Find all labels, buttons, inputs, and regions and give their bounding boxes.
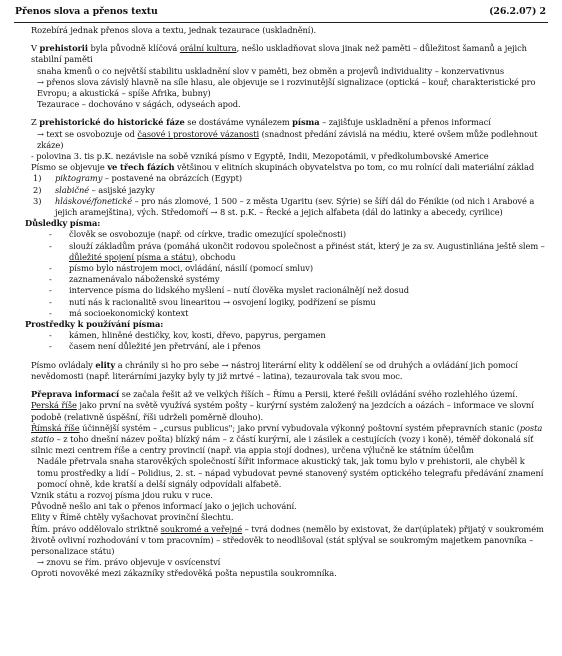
list-item: - člověk se osvobozuje (např. od církve, tradic omezující společnosti) [49,229,347,240]
transport-section [25,389,546,579]
transport-line: → znovu se řím. právo objevuje v osvícenství [37,557,221,568]
oral-culture-term: orální kultura [179,43,237,54]
list-item: - kámen, hliněné destičky, kov, kosti, dřevo, papyrus, pergamen [49,330,326,341]
historic-lead: Z prehistorické do historické fáze se dostáváme vynálezem písma – zajišťuje uskladnění a přenos informací [31,117,491,128]
document-title: Přenos slova a přenos textu [15,6,158,17]
list-item: 1) piktogramy – postavené na obrázcích (Egypt) [33,173,243,184]
section-heading: Důsledky písma: [25,218,101,229]
list-item: 3) hláskové/fonetické – pro nás zlomové, 1 500 – z města Ugaritu (sev. Sýrie) se šíří dál do Fénikie (od nich i Arabové a jejich aramejština), vých. Středomoří → 8 st. p.K. – Řecké a jejich alfabeta (dál do latinky a abecedy, cyrilice) [33,195,535,218]
list-item: - nutí nás k racionalitě svou linearitou → osvojení logiky, podřízení se písmu [49,296,376,307]
list-item: - má socioekonomický kontext [49,307,189,318]
transport-line: Původně nešlo ani tak o přenos informací jako o jejich uchování. [31,501,297,512]
list-item: - slouží základům práva (pomáhá ukončit rodovou společnost a přinést stát, který je za sv. Augustinliána ještě slem – důležité spojení písma a státu), obchodu [49,240,545,262]
list-item: - časem není důležité jen přetrvání, ale i přenos [49,341,261,352]
intro-paragraph: Rozebírá jednak přenos slova a textu, jednak tezaurace (uskladnění). [31,25,317,35]
persian-empire-paragraph: Perská říše jako první na světě využívá systém pošty – kurýrní systém založený na jezdcích a oázách – informace ve slovní podobě (relativně úspěšní, říši udrželi poměrně dlouho). [31,400,534,422]
consequences-list [25,229,546,319]
transport-line: Nadále přetrvala snaha starověkých společností šířit informace akustický tak, jak tomu bylo v prehistorii, ale chyběl k tomu prostředky a lidí – Polidius, 2. st. – nápad vybudovat pevné stanovený systém optického telegrafu předávání znamení pomocí ohně, kde kratší a delší signály odpovídali alfabetě. [37,456,544,489]
historic-line: → text se osvobozuje od časové i prostorové vázanosti (snadnost předání závislá na médiu, které ovšem může podlehnout zkáze) [37,128,538,150]
section-heading: Prostředky k používání písma: [25,319,164,330]
prehistory-line: snaha kmenů o co největší stabilitu uskladnění slov v paměti, bez obměn a projevů individuality – konzervativnus [37,65,505,76]
phases-list [25,173,546,218]
prehistory-section [25,43,546,110]
prehistory-line: → přenos slova závislý hlavně na síle hlasu, ale objevuje se i rozvinutější signalizace (optická – kouř, charakteristické pro Evropu; a akustická – spíše Afrika, bubny) [37,76,536,99]
document-date: (26.2.07) 2 [489,6,546,17]
list-item: - písmo bylo nástrojem moci, ovládání, násilí (pomocí smluv) [49,263,313,274]
transport-line: Řím. právo oddělovalo striktně soukromé a veřejné – tvrá dodnes (nemělo by existovat, že dar(úplatek) přijatý v soukromém životě ovlivní rozhodování v tom pracovním) – středověk to neodlišoval (stát splýval se soukromým majetkem panovníka – personalizace státu) [31,523,544,556]
elite-paragraph: Písmo ovládaly elity a chránily si ho pro sebe → nástroj literární elity k oddělení se od druhých a ovládání jich pomocí nevědomosti (např. literárními jazyky byly ty již mrtvé – latina), tezaurovala tak svou moc. [31,359,518,381]
page-header [15,6,546,20]
list-item: 2) slabičné – asijské jazyky [33,184,155,195]
list-item: - zaznamenávalo náboženské systémy [49,274,220,285]
roman-empire-paragraph: Římská říše účinnější systém – „cursus publicus"; jako první vybudovala výkonný poštovní systém přepravních stanic (posta statio – z toho dnešní název pošta) blízký nám – z částí kurýrní, ale i zásilek a cestujících (vozy i koně), téměř dokonalá síť silnic mezi centrem říše a centry provincií (např. via appia stojí dodnes), určena výlučně ke státním účelům [31,422,543,456]
header-rule [14,22,548,23]
consequences-section [25,218,546,319]
means-list [25,330,546,352]
transport-lead: Přeprava informací se začala řešit až ve velkých říších – Římu a Persii, které řešili ovládání svého rozlehlého území. [31,389,518,400]
historic-section [25,117,546,218]
document-body [25,25,546,580]
transport-line: Vznik státu a rozvoj písma jdou ruku v ruce. [31,489,213,500]
transport-line: Elity v Římě chtěly vyšachovat provinční šlechtu. [31,512,234,523]
prehistory-line: Tezaurace – dochováno v ságách, odyseách apod. [37,99,241,110]
historic-line: - polovina 3. tis p.K. nezávisle na sobě vzniká písmo v Egyptě, Indii, Mezopotámii, v předkolumbovské Americe [31,151,489,162]
prehistory-term: prehistorii [39,43,88,54]
transport-line: Oproti novověké mezi zákazníky středověká pošta nepustila soukromníka. [31,568,337,579]
historic-line: Písmo se objevuje ve třech fázích většinou v elitních skupinách obyvatelstva po tom, co mu rolnící dali materiální základ [31,162,535,173]
list-item: - intervence písma do lidského myšlení – nutí člověka myslet racionálnějí než dosud [49,285,409,296]
means-section [25,319,546,353]
prehistory-lead: V prehistorii byla původně klíčová orální kultura, nešlo uskladňovat slova jinak než paměti – důležitost šamanů a jejich stabilní paměti [31,43,527,65]
